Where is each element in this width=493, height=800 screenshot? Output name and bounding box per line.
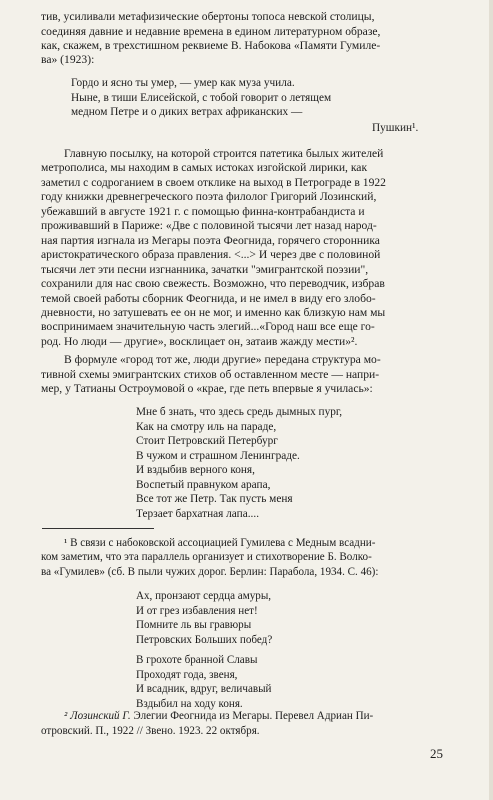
body-line: тивной схемы эмигрантских стихов об оставленном месте — напри-: [41, 367, 380, 381]
poem-line: В чужом и страшном Ленинграде.: [136, 449, 300, 462]
poem-line: Гордо и ясно ты умер, — умер как муза учила.: [71, 77, 295, 90]
poem-line: Мне б знать, что здесь средь дымных пург,: [136, 406, 343, 419]
footnote-2-text: Элегии Феогнида из Мегары. Перевел Адриан Пи-: [130, 710, 374, 722]
poem-signature: Пушкин¹.: [372, 122, 419, 135]
footnote-line: ва «Гумилев» (сб. В пыли чужих дорог. Берлин: Парабола, 1934. С. 46):: [41, 565, 379, 578]
footnote-poem-line: Вздыбил на ходу коня.: [136, 697, 243, 710]
body-line: Главную посылку, на которой строится патетика былых жителей: [64, 146, 384, 160]
body-line: убежавший в августе 1921 г. с помощью финна-контрабандиста и: [41, 204, 365, 218]
body-line: темой своей работы сборник Феогнида, и не имел в виду его злобо-: [41, 291, 376, 305]
footnote-poem-line: Проходят года, звеня,: [136, 668, 238, 681]
poem-line: И вздыбив верного коня,: [136, 464, 255, 477]
body-line: аристократического образа правления. <...> И через две с половиной: [41, 248, 381, 262]
body-line: соединяя давние и недавние времена в едином литературном образе,: [41, 24, 381, 38]
poem-line: Все тот же Петр. Так пусть меня: [136, 493, 293, 506]
body-line: В формуле «город тот же, люди другие» передана структура мо-: [64, 353, 381, 367]
body-line: метрополиса, мы находим в самых истоках изгойской лирики, как: [41, 161, 368, 175]
body-line: сохранили для нас свою свежесть. Возможно, что переводчик, избрав: [41, 277, 385, 291]
footnote-poem-line: Помните ль вы гравюры: [136, 619, 252, 632]
body-line: тив, усиливали метафизические обертоны топоса невской столицы,: [41, 10, 375, 24]
poem-line: Стоит Петровский Петербург: [136, 435, 278, 448]
poem-line: медном Петре и о диких ветрах африканских —: [71, 105, 303, 118]
poem-line: Воспетый правнуком арапа,: [136, 478, 271, 491]
body-line: дневности, но затушевать ее он не мог, и именно как близкую нам мы: [41, 305, 386, 319]
footnote-line: ком заметим, что эта параллель организует и стихотворение Б. Волко-: [41, 551, 372, 564]
body-line: воспринимаем значительную часть элегий...«Город наш все еще го-: [41, 320, 375, 334]
body-line: тысячи лет эти песни изгнанника, зачатки "эмигрантской поэзии",: [41, 262, 369, 276]
body-line: мер, у Татианы Остроумовой о «крае, где петь впервые я училась»:: [41, 382, 373, 395]
page-number: 25: [430, 746, 443, 761]
footnote-line: ¹ В связи с набоковской ассоциацией Гумилева с Медным всадни-: [64, 536, 376, 549]
footnote-separator: [42, 528, 154, 529]
poem-line: Терзает бархатная лапа....: [136, 507, 260, 520]
footnote-poem-line: И от грез избавления нет!: [136, 604, 258, 617]
footnote-poem-line: Петровских Больших побед?: [136, 633, 273, 646]
body-line: род. Но люди — другие», восклицает он, затаив жажду мести»².: [41, 334, 358, 348]
footnote-2-author: ² Лозинский Г.: [64, 710, 131, 722]
footnote-poem-line: И всадник, вдруг, величавый: [136, 683, 272, 696]
poem-line: Ныне, в тиши Елисейской, с тобой говорит о летящем: [71, 91, 332, 104]
body-line: ная партия изгнала из Мегары поэта Феогнида, горячего сторонника: [41, 233, 380, 247]
body-line: как, скажем, в трехстишном реквиеме В. Набокова «Памяти Гумиле-: [41, 39, 381, 52]
footnote-2-line: отровский. П., 1922 // Звено. 1923. 22 октября.: [41, 725, 260, 737]
body-line: ва» (1923):: [41, 53, 95, 67]
footnote-2-line: [64, 711, 373, 722]
body-line: году книжки древнегреческого поэта филолог Григорий Лозинский,: [41, 190, 377, 204]
body-line: проживавший в Париже: «Две с половиной тысячи лет назад народ-: [41, 219, 377, 233]
footnote-poem-line: Ах, пронзают сердца амуры,: [136, 590, 272, 603]
footnote-poem-line: В грохоте бранной Славы: [136, 654, 258, 667]
body-line: заметил с содроганием в своем отклике на выход в Петрограде в 1922: [41, 175, 386, 189]
page-edge: [489, 0, 493, 800]
poem-line: Как на смотру иль на параде,: [136, 420, 277, 433]
